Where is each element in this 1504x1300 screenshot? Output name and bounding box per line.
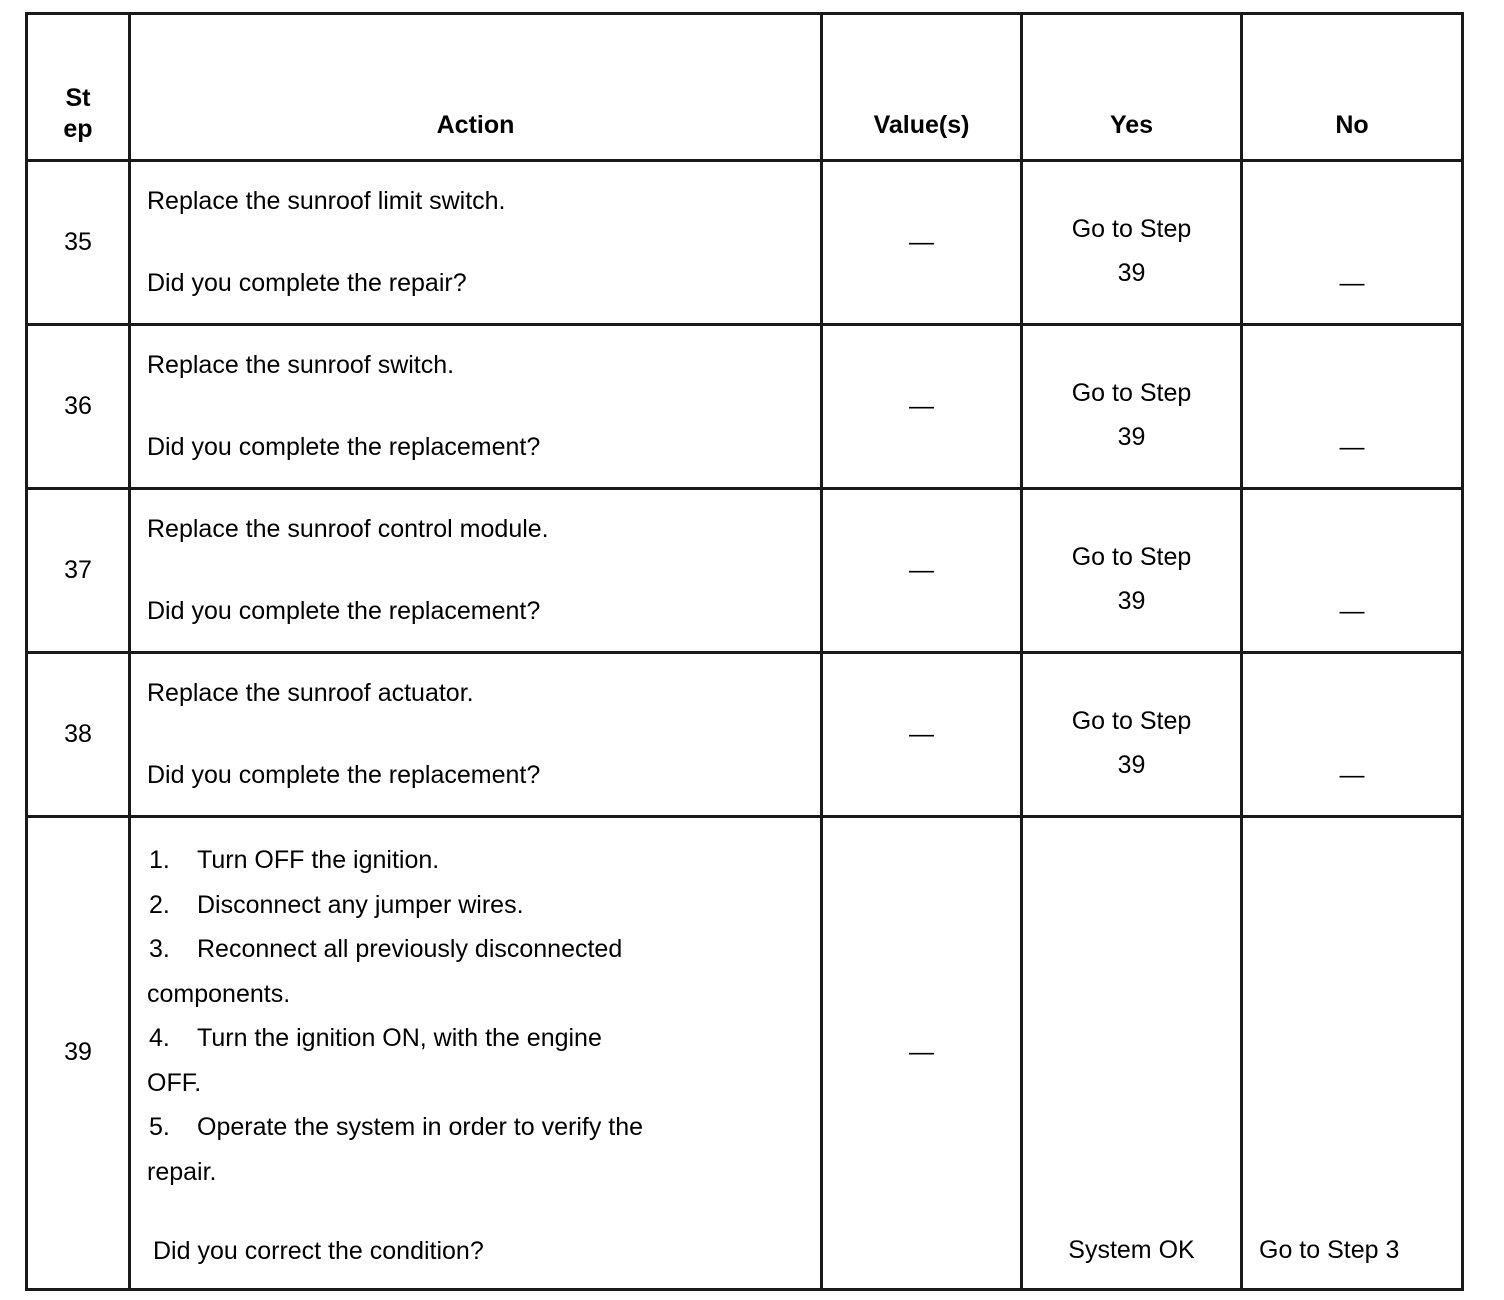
list-item	[147, 927, 804, 972]
action-text: Replace the sunroof control module.	[147, 515, 549, 544]
action-text: Replace the sunroof switch.	[147, 351, 455, 380]
yes-text: Go to Step	[1071, 542, 1192, 571]
yes-text: Go to Step	[1071, 214, 1192, 243]
yes-step: 39	[1117, 422, 1146, 451]
action-question: Did you correct the condition?	[153, 1237, 484, 1266]
substep-text: Operate the system in order to verify the	[197, 1113, 644, 1142]
value-cell: —	[822, 489, 1022, 653]
action-question: Did you complete the repair?	[147, 268, 467, 297]
value-cell: —	[822, 161, 1022, 325]
substep-number: 1.	[149, 846, 170, 875]
header-no: No	[1242, 14, 1463, 161]
list-item	[147, 1016, 804, 1061]
step-number: 38	[27, 653, 130, 817]
step-number: 35	[27, 161, 130, 325]
header-step-line2: ep	[63, 114, 93, 143]
header-action: Action	[130, 14, 822, 161]
action-question: Did you complete the replacement?	[147, 432, 541, 461]
yes-text: Go to Step	[1071, 706, 1192, 735]
action-cell	[130, 325, 822, 489]
yes-text: System OK	[1068, 1235, 1195, 1264]
yes-cell	[1022, 489, 1242, 653]
no-value: —	[1339, 760, 1365, 789]
action-cell	[130, 817, 822, 1290]
no-value: Go to Step 3	[1259, 1235, 1400, 1264]
list-item	[147, 838, 804, 883]
table-row	[27, 325, 1463, 489]
table-row	[27, 817, 1463, 1290]
yes-cell	[1022, 653, 1242, 817]
no-value: —	[1339, 596, 1365, 625]
action-text: Replace the sunroof actuator.	[147, 679, 474, 708]
no-cell	[1242, 653, 1463, 817]
substep-list	[147, 838, 804, 1194]
substep-text: Disconnect any jumper wires.	[197, 890, 524, 919]
substep-number: 2.	[149, 890, 170, 919]
action-text: Replace the sunroof limit switch.	[147, 187, 506, 216]
substep-text: Reconnect all previously disconnected	[197, 935, 623, 964]
list-item-continuation: OFF.	[147, 1068, 202, 1097]
header-values: Value(s)	[822, 14, 1022, 161]
table-row	[27, 489, 1463, 653]
no-cell	[1242, 489, 1463, 653]
no-cell	[1242, 161, 1463, 325]
header-step-line1: St	[65, 83, 91, 112]
no-cell	[1242, 325, 1463, 489]
yes-cell	[1022, 161, 1242, 325]
substep-text: Turn OFF the ignition.	[197, 846, 440, 875]
header-row	[27, 14, 1463, 161]
action-question: Did you complete the replacement?	[147, 596, 541, 625]
yes-step: 39	[1117, 750, 1146, 779]
action-cell	[130, 489, 822, 653]
substep-number: 5.	[149, 1113, 170, 1142]
substep-text: Turn the ignition ON, with the engine	[197, 1024, 602, 1053]
yes-text: Go to Step	[1071, 378, 1192, 407]
list-item	[147, 1105, 804, 1150]
substep-number: 4.	[149, 1024, 170, 1053]
value-cell: —	[822, 653, 1022, 817]
no-cell	[1242, 817, 1463, 1290]
diagnostic-table	[25, 12, 1464, 1291]
no-value: —	[1339, 268, 1365, 297]
list-item	[147, 883, 804, 928]
action-question: Did you complete the replacement?	[147, 760, 541, 789]
table-row	[27, 653, 1463, 817]
list-item-continuation: repair.	[147, 1157, 217, 1186]
list-item-continuation: components.	[147, 979, 291, 1008]
header-step	[27, 14, 130, 161]
yes-cell	[1022, 817, 1242, 1290]
header-yes: Yes	[1022, 14, 1242, 161]
no-value: —	[1339, 432, 1365, 461]
table-row	[27, 161, 1463, 325]
yes-step: 39	[1117, 258, 1146, 287]
value-cell: —	[822, 817, 1022, 1290]
action-cell	[130, 161, 822, 325]
step-number: 39	[27, 817, 130, 1290]
action-cell	[130, 653, 822, 817]
yes-cell	[1022, 325, 1242, 489]
substep-number: 3.	[149, 935, 170, 964]
step-number: 37	[27, 489, 130, 653]
yes-step: 39	[1117, 586, 1146, 615]
step-number: 36	[27, 325, 130, 489]
value-cell: —	[822, 325, 1022, 489]
